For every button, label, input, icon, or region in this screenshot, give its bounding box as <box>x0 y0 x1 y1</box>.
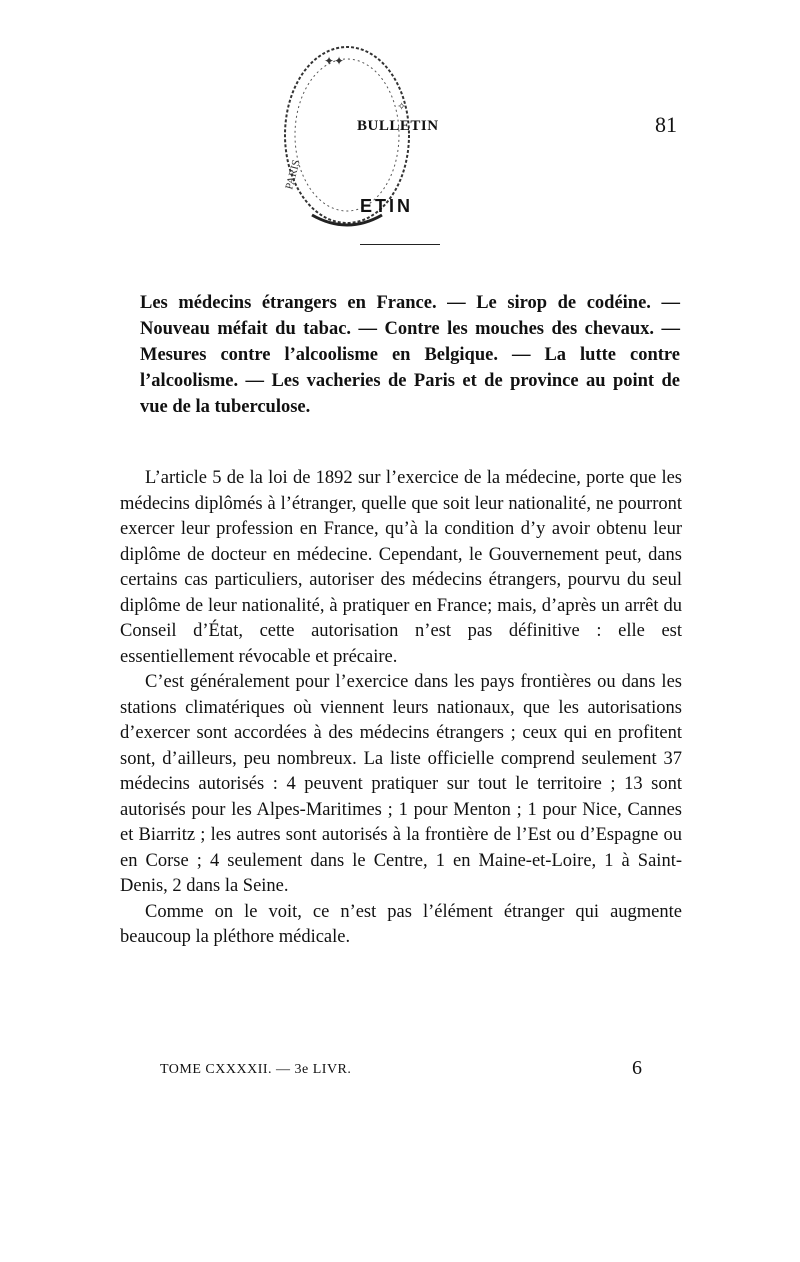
svg-text:✧: ✧ <box>397 101 407 113</box>
page-number: 81 <box>655 112 677 137</box>
paragraph: C’est généralement pour l’exercice dans les pays frontières ou dans les stations climatériques où viennent leurs nationaux, que les autorisations d’exercer sont accordées à des médecins étrangers ; ceux qui en profitent sont, d’ailleurs, peu nombreux. La liste officielle comprend seulement 37 médecins autorisés : 4 peuvent pratiquer sur tout le territoire ; 13 sont autorisés pour les Alpes-Maritimes ; 1 pour Menton ; 1 pour Nice, Cannes et Biarritz ; les autres sont autorisés à la frontière de l’Est ou d’Espagne ou en Corse ; 4 seulement dans le Centre, 1 en Maine-et-Loire, 1 à Saint-Denis, 2 dans la Seine. <box>120 672 682 896</box>
chapter-summary: Les médecins étrangers en France. — Le sirop de codéine. — Nouveau méfait du tabac. — Contre les mouches des chevaux. — Mesures contre l’alcoolisme en Belgique. — La lutte contre l’alcoolisme. — Les vacheries de Paris et de province au point de vue de la tuberculose. <box>140 293 680 417</box>
paragraph: L’article 5 de la loi de 1892 sur l’exercice de la médecine, porte que les médecins diplômés à l’étranger, quelle que soit leur nationalité, ne pourront exercer leur profession en France, qu’à la condition d’y avoir obtenu leur diplôme de docteur en médecine. Cependant, le Gouvernement peut, dans certains cas particuliers, autoriser des médecins étrangers, pourvu du seul diplôme de leur nationalité, à pratiquer en France; mais, d’après un arrêt du Conseil d’État, cette autorisation n’est pas définitive : elle est essentiellement révocable et précaire. <box>120 468 682 667</box>
running-head: BULLETIN <box>357 118 439 134</box>
svg-text:✦✦: ✦✦ <box>324 54 345 68</box>
signature-mark: 6 <box>632 1057 642 1079</box>
paragraph: Comme on le voit, ce n’est pas l’élément étranger qui augmente beaucoup la pléthore médicale. <box>120 901 682 947</box>
volume-footer: TOME CXXXXII. — 3e LIVR. <box>160 1062 352 1077</box>
header-rule <box>360 244 440 245</box>
svg-text:PARIS: PARIS <box>283 158 303 191</box>
article-body <box>120 466 682 951</box>
running-head-overprint: ETIN <box>360 196 414 216</box>
